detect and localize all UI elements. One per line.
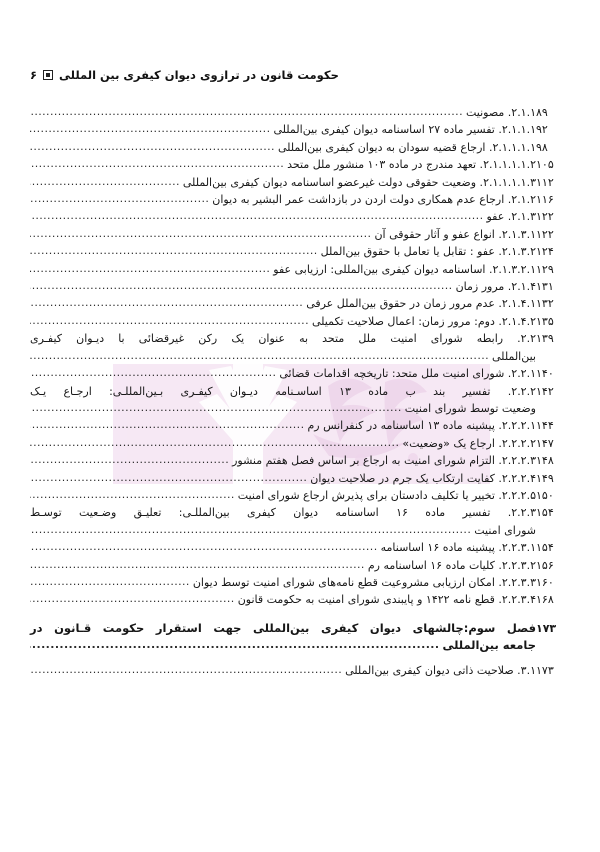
header-book-title: حکومت قانون در ترازوی دیوان کیفری بین المللی (59, 68, 339, 82)
toc-entry-line (30, 522, 536, 539)
toc-dot-leader (30, 636, 439, 653)
toc-entry-line (30, 330, 536, 347)
toc-entry-body (30, 208, 536, 225)
toc-entry-body (30, 620, 536, 655)
toc-entry-line (30, 208, 536, 225)
toc-entry-line (30, 191, 536, 208)
toc-entry-title: ۲.۱.۱.۱.۱.۲. تعهد مندرج در ماده ۱۰۳ منشور ملل متحد (287, 158, 536, 172)
toc-entry-body (30, 383, 536, 418)
toc-entry-body (30, 226, 536, 243)
toc-entry[interactable] (30, 104, 570, 121)
toc-entry-title-continued: وضعیت توسط شورای امنیت (404, 401, 536, 415)
toc-entry-title: ۲.۲. رابطه شورای امنیت ملل متحد به عنوان یک رکن غیرقضائی با دیـوان کیفـری (30, 332, 536, 346)
toc-entry-page-number: ۱۳۱ (536, 280, 554, 294)
toc-entry-title: ۲.۲.۲.۲. ارجاع یک «وضعیت» (402, 436, 536, 450)
toc-entry-line (30, 452, 536, 469)
toc-dot-leader (30, 556, 365, 573)
toc-entry[interactable] (30, 620, 570, 655)
toc-entry-body (30, 435, 536, 452)
toc-entry[interactable] (30, 261, 570, 278)
toc-entry[interactable] (30, 295, 570, 312)
toc-entry-page-number: ۱۶۸ (536, 593, 554, 607)
toc-entry-title: ۲.۱.۳.۲. عفو : تقابل یا تعامل با حقوق بین‌الملل (320, 245, 536, 259)
toc-entry-line (30, 574, 536, 591)
toc-entry[interactable] (30, 156, 570, 173)
toc-dot-leader (30, 399, 402, 416)
toc-entry-line (30, 400, 536, 417)
toc-entry-body (30, 174, 536, 191)
toc-entry[interactable] (30, 174, 570, 191)
toc-entry-page-number: ۱۵۴ (536, 541, 554, 555)
toc-entry-line (30, 139, 536, 156)
toc-entry[interactable] (30, 574, 570, 591)
toc-entry[interactable] (30, 591, 570, 608)
toc-dot-leader (30, 364, 276, 381)
toc-dot-leader (30, 225, 371, 242)
toc-dot-leader (30, 521, 471, 538)
toc-dot-leader (30, 434, 399, 451)
toc-entry-page-number: ۱۴۰ (536, 367, 554, 381)
toc-entry[interactable] (30, 313, 570, 330)
toc-entry-title: ۲.۲.۲. تفسیر بند ب ماده ۱۳ اساسـنامه دیـوان کیفـری بـین‌المللـی: ارجـاع یـک (30, 384, 536, 398)
toc-dot-leader (30, 312, 309, 329)
toc-entry-title: ۲.۱.۱.۱. تفسیر ماده ۲۷ اساسنامه دیوان کیفری بین‌المللی (273, 123, 536, 137)
toc-entry-title: ۲.۱.۳. عفو (486, 210, 536, 224)
toc-entry-body (30, 243, 536, 260)
toc-dot-leader (30, 277, 453, 294)
toc-entry-page-number: ۱۵۴ (536, 506, 554, 520)
toc-entry-title: ۲.۱.۴.۲. دوم: مرور زمان: اعمال صلاحیت تکمیلی (311, 314, 536, 328)
toc-entry[interactable] (30, 121, 570, 138)
toc-entry-page-number: ۱۴۴ (536, 419, 554, 433)
toc-entry-page-number: ۱۵۶ (536, 558, 554, 572)
toc-entry-line (30, 243, 536, 260)
toc-entry-page-number: ۱۶۰ (536, 575, 554, 589)
toc-entry-title: ۲.۱.۳.۱. انواع عفو و آثار حقوقی آن (374, 227, 536, 241)
toc-entry-page-number: ۱۴۸ (536, 454, 554, 468)
toc-entry-title: ۲.۲.۳. تفسیر ماده ۱۶ اساسنامه دیوان کیفری بین‌المللـی: تعلیـق وضـعیت توسـط (30, 506, 536, 520)
toc-entry-page-number: ۱۴۷ (536, 436, 554, 450)
toc-entry-body (30, 313, 536, 330)
toc-entry-title-continued: شورای امنیت (474, 523, 536, 537)
toc-entry[interactable] (30, 504, 570, 539)
toc-entry-body (30, 121, 536, 138)
toc-entry[interactable] (30, 435, 570, 452)
toc-entry-body (30, 470, 536, 487)
toc-entry-page-number: ۹۲ (536, 123, 548, 137)
toc-dot-leader (30, 155, 284, 172)
toc-entry-page-number: ۸۹ (536, 106, 548, 119)
toc-entry-line (30, 504, 536, 521)
toc-entry[interactable] (30, 226, 570, 243)
toc-entry[interactable] (30, 383, 570, 418)
toc-entry[interactable] (30, 539, 570, 556)
toc-entry-title: فصل سوم:چالشهای دیوان کیفری بین‌المللی جهت استقرار حکومت قـانون در (30, 620, 536, 635)
toc-entry[interactable] (30, 487, 570, 504)
toc-entry-title: ۲.۱.۲. ارجاع عدم همکاری دولت اردن در بازداشت عمر البشیر به دیوان (212, 193, 536, 207)
toc-entry-body (30, 662, 536, 679)
toc-entry[interactable] (30, 452, 570, 469)
toc-dot-leader (30, 173, 180, 190)
toc-entry-title: ۲.۲.۲.۵. تخییر یا تکلیف دادستان برای پذیرش ارجاع شورای امنیت (237, 488, 536, 502)
toc-entry-title: ۲.۱.۴. مرور زمان (455, 280, 536, 294)
toc-entry[interactable] (30, 417, 570, 434)
toc-dot-leader (30, 138, 275, 155)
toc-dot-leader (30, 207, 483, 224)
toc-entry-line (30, 278, 536, 295)
toc-dot-leader (30, 103, 463, 120)
toc-dot-leader (30, 590, 235, 607)
toc-entry[interactable] (30, 139, 570, 156)
toc-entry-line (30, 417, 536, 434)
toc-dot-leader (30, 260, 270, 277)
toc-entry-body (30, 278, 536, 295)
toc-entry[interactable] (30, 470, 570, 487)
toc-entry-title: ۲.۱.۱. مصونیت (465, 106, 536, 119)
toc-dot-leader (30, 190, 209, 207)
filled-square-icon (43, 70, 53, 80)
toc-entry-title: ۳.۱. صلاحیت ذاتی دیوان کیفری بین‌المللی (345, 663, 536, 677)
toc-dot-leader (30, 451, 229, 468)
toc-entry-line (30, 121, 536, 138)
toc-dot-leader (30, 347, 489, 364)
toc-entry-title: ۲.۲.۲.۴. کفایت ارتکاب یک جرم در صلاحیت دیوان (310, 471, 536, 485)
toc-entry-body (30, 557, 536, 574)
toc-entry-page-number: ۱۷۳ (536, 621, 557, 635)
toc-entry-body (30, 574, 536, 591)
toc-entry-page-number: ۱۲۴ (536, 245, 554, 259)
toc-entry-body (30, 139, 536, 156)
toc-entry-line (30, 174, 536, 191)
toc-entry-line (30, 637, 536, 654)
toc-dot-leader (30, 661, 342, 678)
toc-entry-page-number: ۱۵۰ (536, 488, 554, 502)
toc-entry-body (30, 365, 536, 382)
toc-entry[interactable] (30, 365, 570, 382)
toc-dot-leader (30, 538, 378, 555)
toc-entry-line (30, 313, 536, 330)
toc-entry[interactable] (30, 243, 570, 260)
toc-entry-line (30, 261, 536, 278)
toc-entry-title: ۲.۱.۱.۱.۱. ارجاع قضیه سودان به دیوان کیفری بین‌المللی (277, 140, 536, 154)
toc-entry-page-number: ۱۱۲ (536, 175, 554, 189)
toc-entry-page-number: ۱۲۲ (536, 227, 554, 241)
table-of-contents (30, 104, 570, 679)
toc-entry-page-number: ۱۳۲ (536, 297, 554, 311)
toc-entry-title: ۲.۲.۳.۴. قطع نامه ۱۴۲۲ و پایبندی شورای امنیت به حکومت قانون (237, 593, 536, 607)
toc-entry-line (30, 156, 536, 173)
toc-entry-title: ۲.۲.۳.۱. پیشینه ماده ۱۶ اساسنامه (380, 541, 536, 555)
toc-entry-title: ۲.۲.۲.۳. التزام شورای امنیت به ارجاع بر اساس فصل هفتم منشور (232, 454, 536, 468)
toc-entry-body (30, 191, 536, 208)
toc-entry[interactable] (30, 662, 570, 679)
toc-entry-page-number: ۱۱۶ (536, 193, 554, 207)
toc-entry-title: ۲.۱.۱.۱.۱.۳. وضعیت حقوقی دولت غیرعضو اساسنامه دیوان کیفری بین‌المللی (182, 175, 536, 189)
toc-entry-body (30, 330, 536, 365)
toc-entry-line (30, 104, 536, 121)
toc-entry-line (30, 348, 536, 365)
toc-entry-line (30, 226, 536, 243)
toc-entry[interactable] (30, 208, 570, 225)
toc-dot-leader (30, 469, 307, 486)
toc-entry-line (30, 435, 536, 452)
running-header (30, 68, 570, 82)
toc-entry-line (30, 557, 536, 574)
toc-entry-line (30, 470, 536, 487)
toc-entry-body (30, 504, 536, 539)
toc-entry-body (30, 452, 536, 469)
toc-entry-line (30, 295, 536, 312)
toc-entry-page-number: ۱۰۵ (536, 158, 554, 172)
toc-entry-page-number: ۱۳۵ (536, 314, 554, 328)
toc-entry-page-number: ۱۲۹ (536, 262, 554, 276)
toc-entry-page-number: ۹۸ (536, 140, 548, 154)
toc-entry-body (30, 487, 536, 504)
toc-entry[interactable] (30, 191, 570, 208)
toc-entry-title: ۲.۲.۱. شورای امنیت ملل متحد: تاریخچه اقدامات قضائی (279, 367, 536, 381)
toc-entry-line (30, 365, 536, 382)
toc-entry-line (30, 487, 536, 504)
section-spacer (30, 609, 570, 620)
toc-entry-body (30, 591, 536, 608)
toc-entry-title: ۲.۲.۳.۳. امکان ارزیابی مشروعیت قطع نامه‌های شورای امنیت توسط دیوان (192, 575, 536, 589)
toc-dot-leader (30, 242, 318, 259)
toc-entry-page-number: ۱۴۲ (536, 384, 554, 398)
toc-entry-title: ۲.۱.۳.۲.۱. اساسنامه دیوان کیفری بین‌المللی: ارزیابی عفو (273, 262, 536, 276)
toc-entry-line (30, 591, 536, 608)
toc-entry-body (30, 156, 536, 173)
toc-entry-body (30, 295, 536, 312)
toc-entry[interactable] (30, 278, 570, 295)
toc-dot-leader (30, 573, 190, 590)
toc-entry-line (30, 620, 536, 637)
toc-entry-page-number: ۱۴۹ (536, 471, 554, 485)
toc-dot-leader (30, 416, 304, 433)
toc-entry-line (30, 383, 536, 400)
toc-entry-body (30, 539, 536, 556)
toc-entry-body (30, 104, 536, 121)
toc-entry-body (30, 417, 536, 434)
toc-entry-title-continued: بین‌المللی (492, 349, 536, 363)
toc-entry-title: ۲.۲.۲.۱. پیشینه ماده ۱۳ اساسنامه در کنفرانس رم (307, 419, 536, 433)
header-page-number: ۶ (30, 68, 38, 82)
toc-entry-line (30, 662, 536, 679)
toc-entry-title: ۲.۱.۴.۱. عدم مرور زمان در حقوق بین‌الملل عرفی (306, 297, 536, 311)
toc-entry[interactable] (30, 557, 570, 574)
toc-entry-title: ۲.۲.۳.۲. کلیات ماده ۱۶ اساسنامه رم (367, 558, 536, 572)
toc-entry-page-number: ۱۳۹ (536, 332, 554, 346)
toc-entry-page-number: ۱۲۲ (536, 210, 554, 224)
toc-dot-leader (30, 294, 303, 311)
toc-entry-line (30, 539, 536, 556)
toc-dot-leader (30, 486, 235, 503)
toc-dot-leader (30, 120, 270, 137)
toc-entry[interactable] (30, 330, 570, 365)
toc-entry-body (30, 261, 536, 278)
toc-entry-page-number: ۱۷۳ (536, 663, 554, 677)
toc-entry-title-continued: جامعه بین‌المللی (442, 638, 536, 653)
